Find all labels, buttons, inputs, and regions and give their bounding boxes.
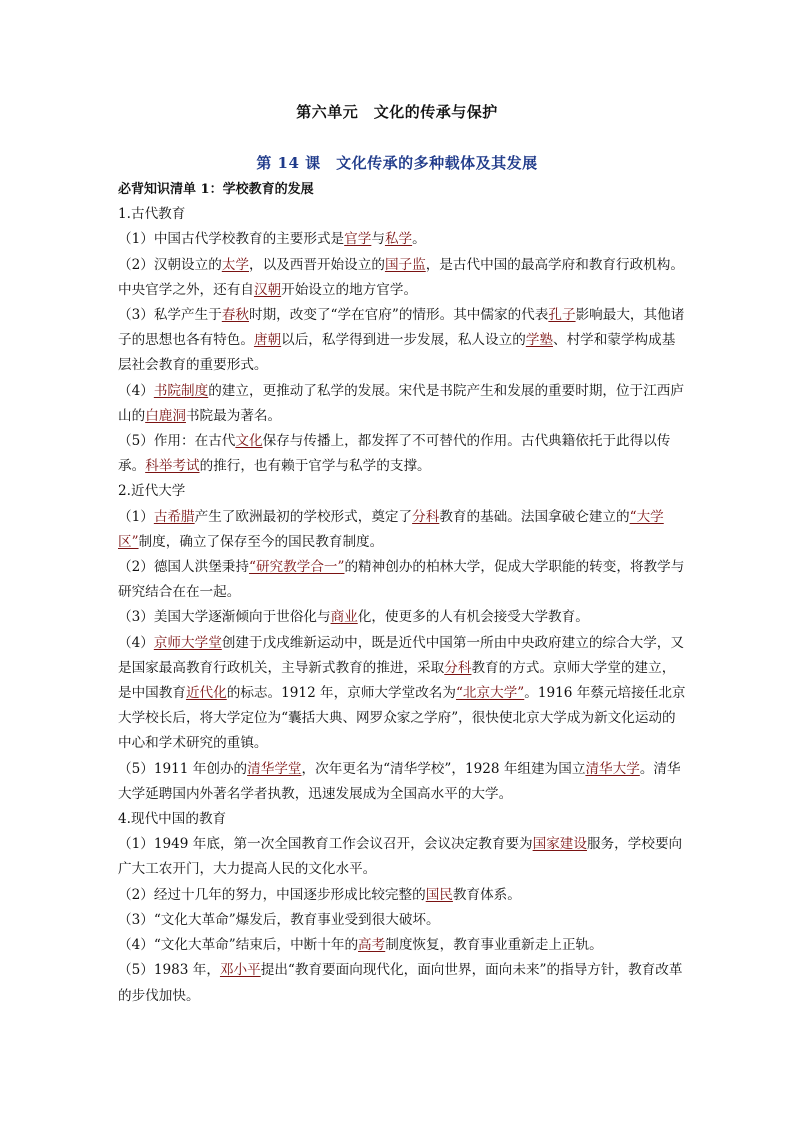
list-item (118, 253, 688, 303)
key-term: 高考 (358, 937, 386, 954)
text-run: （2）经过十几年的努力，中国逐步形成比较完整的 (118, 886, 426, 903)
text-run: （5）1983 年， (118, 962, 220, 979)
key-term: 白鹿洞 (145, 407, 186, 424)
list-item (118, 605, 688, 630)
text-run: （4） (118, 634, 154, 651)
key-term: 古希腊 (153, 508, 195, 525)
text-run: 服务，学校要向广大工农开门，大力提高人民的文化水平。 (118, 836, 683, 878)
text-run: 。1916 年蔡元培接任北京大学校长后，将大学定位为“囊括大典、网罗众家之学府”，很快使北京大学成为新文化运动的中心和学术研究的重镇。 (118, 685, 686, 752)
list-item (118, 303, 688, 379)
key-term: 科举考试 (145, 458, 200, 475)
text-run: （3）美国大学逐渐倾向于世俗化与 (118, 609, 331, 626)
text-run: 时期，改变了“学在官府”的情形。其中儒家的代表 (249, 307, 549, 324)
text-run: 的建立，更推动了私学的发展。宋代是书院产生和发展的重要时期，位于江西庐山的 (118, 382, 684, 424)
text-run: 与 (371, 231, 385, 248)
key-term: 学塾 (525, 332, 553, 349)
text-run: 化，使更多的人有机会接受大学教育。 (357, 609, 589, 626)
unit-title: 第六单元 文化的传承与保护 (296, 103, 498, 121)
list-item (118, 832, 688, 882)
list-item (118, 631, 688, 757)
text-run: 的推行，也有赖于官学与私学的支撑。 (199, 458, 431, 475)
lesson-title: 第 14 课 文化传承的多种载体及其发展 (256, 154, 538, 172)
text-run: 保存与传播上，都发挥了不可替代的作用。古代典籍依托于此得以传承。 (118, 433, 671, 475)
text-run: 2.近代大学 (118, 483, 186, 500)
document-body (118, 177, 688, 1009)
key-term: 官学 (344, 231, 372, 248)
text-run: 影响最大，其他诸子的思想也各有特色。 (118, 307, 685, 349)
text-run: （1）1949 年底，第一次全国教育工作会议召开，会议决定教育要为 (118, 836, 533, 853)
subsection-title (118, 807, 688, 832)
text-run: 。 (412, 231, 426, 248)
key-term: 书院制度 (153, 382, 209, 399)
key-term: “大学区” (118, 508, 664, 550)
text-run: （1） (118, 508, 154, 525)
key-term: 近代化 (185, 685, 227, 702)
key-term: 京师大学堂 (153, 634, 222, 651)
list-item (118, 505, 688, 555)
text-run: 开始设立的地方官学。 (281, 281, 418, 298)
section-heading (118, 177, 688, 202)
text-run: 制度恢复，教育事业重新走上正轨。 (385, 937, 603, 954)
text-run: （3）“文化大革命”爆发后，教育事业受到很大破坏。 (118, 911, 440, 928)
key-term: 春秋 (221, 307, 249, 324)
text-run: 1.古代教育 (118, 206, 186, 223)
key-term: 商业 (330, 609, 358, 626)
text-run: 书院最为著名。 (185, 407, 282, 424)
text-run: 的标志。1912 年，京师大学堂改名为 (226, 685, 456, 702)
text-run: 、村学和蒙学构成基层社会教育的重要形式。 (118, 332, 676, 374)
text-run: （3）私学产生于 (118, 307, 222, 324)
list-item (118, 757, 688, 807)
key-term: 清华大学 (585, 760, 640, 777)
list-item (118, 908, 688, 933)
key-term: 太学 (221, 256, 249, 273)
list-item (118, 379, 688, 429)
list-item (118, 883, 688, 908)
text-run: 教育的方式。京师大学堂的建立，是中国教育 (118, 659, 676, 702)
text-run: 教育体系。 (452, 886, 521, 903)
text-run: 产生了欧洲最初的学校形式，奠定了 (194, 508, 413, 525)
key-term: 文化 (235, 433, 263, 450)
key-term: 国民 (425, 886, 453, 903)
list-item (118, 933, 688, 958)
list-item (118, 555, 688, 605)
text-run: 。清华大学延聘国内外著名学者执教，迅速发展成为全国高水平的大学。 (118, 760, 681, 802)
text-run: （5）作用：在古代 (118, 433, 236, 450)
text-run: （2）汉朝设立的 (118, 256, 222, 273)
text-run: 创建于戊戌维新运动中，既是近代中国第一所由中央政府建立的综合大学，又是国家最高教育行政机关，主导新式教育的推进，采取 (118, 634, 684, 676)
text-run: 必背知识清单 1：学校教育的发展 (118, 182, 314, 197)
text-run: 提出“教育要面向现代化，面向世界，面向未来”的指导方针，教育改革的步伐加快。 (118, 962, 683, 1004)
text-run: （1）中国古代学校教育的主要形式是 (118, 231, 345, 248)
text-run: 制度，确立了保存至今的国民教育制度。 (138, 533, 384, 550)
text-run: （4） (118, 382, 154, 399)
key-term: 私学 (384, 231, 413, 248)
list-item (118, 227, 688, 252)
text-run: ，以及西晋开始设立的 (249, 256, 385, 273)
subsection-title (118, 479, 688, 504)
key-term: 孔子 (548, 307, 576, 324)
text-run: 的精神创办的柏林大学，促成大学职能的转变，将教学与研究结合在在一起。 (118, 559, 685, 601)
key-term: 分科 (444, 659, 472, 676)
text-run: 以后，私学得到进一步发展，私人设立的 (281, 332, 526, 349)
text-run: 教育的基础。法国拿破仑建立的 (439, 508, 630, 525)
text-run: ，是古代中国的最高学府和教育行政机构。中央官学之外，还有自 (118, 256, 684, 298)
text-run: 4.现代中国的教育 (118, 811, 227, 828)
text-run: （2）德国人洪堡秉持 (118, 559, 249, 576)
key-term: “研究教学合一” (249, 559, 345, 576)
key-term: 国家建设 (532, 836, 587, 853)
text-run: ，次年更名为“清华学校”，1928 年组建为国立 (301, 760, 586, 777)
key-term: 分科 (412, 508, 440, 525)
list-item (118, 429, 688, 479)
key-term: 汉朝 (253, 281, 282, 298)
key-term: 国子监 (384, 256, 426, 273)
key-term: 邓小平 (219, 962, 261, 979)
key-term: 清华学堂 (247, 760, 302, 777)
key-term: “北京大学” (455, 685, 525, 702)
key-term: 唐朝 (253, 332, 282, 349)
list-item (118, 958, 688, 1008)
subsection-title (118, 202, 688, 227)
text-run: （4）“文化大革命”结束后，中断十年的 (118, 937, 359, 954)
text-run: （5）1911 年创办的 (118, 760, 248, 777)
